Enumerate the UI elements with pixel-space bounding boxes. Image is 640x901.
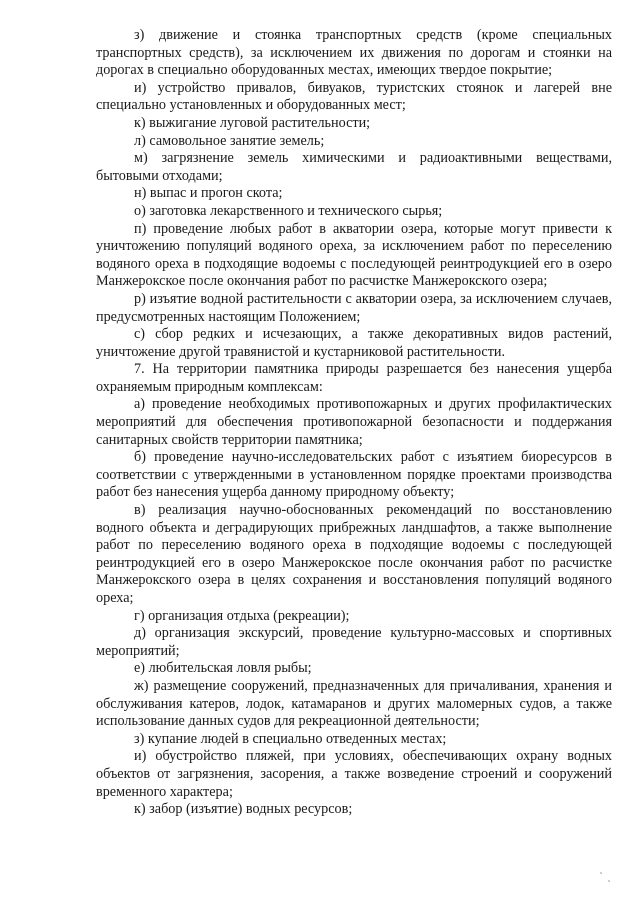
paragraph-z-bathing: з) купание людей в специально отведенных местах; (134, 730, 447, 747)
paragraph-a-fire-safety: а) проведение необходимых противопожарных и других профилактических мероприятий для обеспечения противопожарной безопасности и поддержания санитарных свойств территории памятника; (96, 396, 612, 448)
scan-speck (600, 872, 602, 874)
paragraph-v-restoration: в) реализация научно-обоснованных рекомендаций по восстановлению водного объекта и деградирующих прибрежных ландшафтов, а также выполнение работ по переселению водяного ореха в подходящие водоемы с последующей реинтродукцией его в озеро Манжерокское после окончания работ по расчистке Манжерокского озера в целях сохранения и восстановления популяций водяного ореха; (96, 502, 612, 606)
paragraph-i-beaches: и) обустройство пляжей, при условиях, обеспечивающих охрану водных объектов от загрязнения, засорения, а также возведение строений и сооружений временного характера; (96, 748, 612, 800)
paragraph-p-lake-works: п) проведение любых работ в акватории озера, которые могут привести к уничтожению популяций водяного ореха, за исключением работ по переселению водяного ореха в подходящие водоемы с последующей реинтродукцией его в озеро Манжерокское после окончания работ по расчистке Манжерокского озера; (96, 220, 612, 290)
paragraph-s-rare-plants: с) сбор редких и исчезающих, а также декоративных видов растений, уничтожение другой травянистой и кустарниковой растительности. (96, 326, 612, 360)
paragraph-g-recreation: г) организация отдыха (рекреации); (134, 607, 350, 624)
paragraph-o-raw-materials: о) заготовка лекарственного и технического сырья; (134, 202, 443, 219)
paragraph-k-burning: к) выжигание луговой растительности; (134, 114, 371, 131)
paragraph-n-grazing: н) выпас и прогон скота; (134, 185, 283, 202)
paragraph-e-fishing: е) любительская ловля рыбы; (134, 660, 312, 677)
paragraph-m-pollution: м) загрязнение земель химическими и радиоактивными веществами, бытовыми отходами; (96, 150, 612, 184)
paragraph-7-permitted: 7. На территории памятника природы разрешается без нанесения ущерба охраняемым природным комплексам: (96, 361, 612, 395)
paragraph-zh-boat-structures: ж) размещение сооружений, предназначенных для причаливания, хранения и обслуживания катеров, лодок, катамаранов и других маломерных судов, а также использование данных судов для рекреационной деятельности; (96, 677, 612, 730)
paragraph-i-camps: и) устройство привалов, бивуаков, туристских стоянок и лагерей вне специально установленных и оборудованных мест; (96, 79, 612, 114)
scan-speck (608, 880, 610, 882)
paragraph-l-land-seizure: л) самовольное занятие земель; (134, 132, 325, 149)
document-page (96, 27, 612, 819)
paragraph-z-transport: з) движение и стоянка транспортных средств (кроме специальных транспортных средств), за исключением их движения по дорогам и стоянки на дорогах в специально оборудованных местах, имеющих твердое покрытие; (96, 27, 612, 79)
paragraph-d-excursions: д) организация экскурсий, проведение культурно-массовых и спортивных мероприятий; (96, 625, 612, 659)
paragraph-b-research: б) проведение научно-исследовательских работ с изъятием биоресурсов в соответствии с утвержденными в установленном порядке проектами производства работ без нанесения ущерба данному природному объекту; (96, 449, 612, 501)
paragraph-r-vegetation-removal: р) изъятие водной растительности с акватории озера, за исключением случаев, предусмотренных настоящим Положением; (96, 290, 612, 325)
paragraph-k-water-intake: к) забор (изъятие) водных ресурсов; (134, 801, 353, 818)
